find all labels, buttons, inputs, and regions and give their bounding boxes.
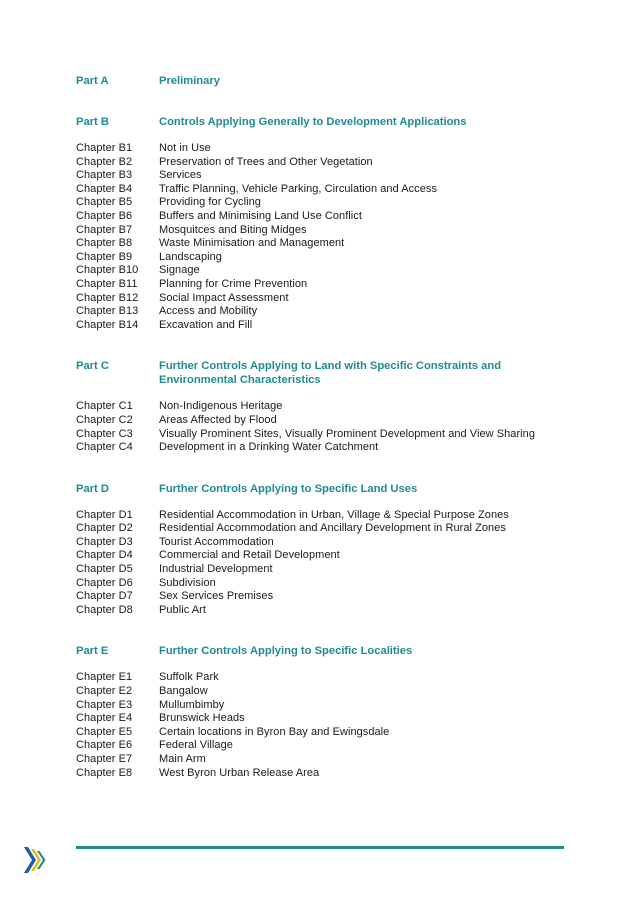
chapter-row — [76, 604, 616, 618]
chapter-title: Residential Accommodation and Ancillary Development in Rural Zones — [159, 522, 506, 535]
chapter-id: Chapter D3 — [76, 535, 133, 548]
chapter-id: Chapter B11 — [76, 277, 138, 290]
chapter-row — [76, 536, 616, 550]
chapter-title: Suffolk Park — [159, 671, 219, 684]
chapter-id: Chapter D5 — [76, 563, 133, 576]
chapter-title: Federal Village — [159, 739, 233, 752]
chapter-title: West Byron Urban Release Area — [159, 766, 320, 779]
chapter-row — [76, 196, 616, 210]
chapter-row — [76, 224, 616, 238]
chapter-title: Access and Mobility — [159, 305, 258, 318]
chapter-id: Chapter B13 — [76, 305, 139, 318]
chapter-title: Providing for Cycling — [159, 196, 261, 209]
chapter-title: Brunswick Heads — [159, 712, 245, 725]
chapter-row — [76, 251, 616, 265]
chapter-id: Chapter B1 — [76, 142, 133, 154]
chapter-title: Landscaping — [159, 250, 222, 263]
chapter-title: Bangalow — [159, 685, 208, 698]
chapter-row — [76, 264, 616, 278]
chapter-id: Chapter C3 — [76, 427, 133, 440]
part-heading — [76, 644, 616, 658]
chapter-id: Chapter B12 — [76, 291, 139, 304]
chapter-id: Chapter B6 — [76, 209, 133, 222]
chapter-id: Chapter D4 — [76, 549, 133, 562]
part-title — [159, 359, 616, 387]
chapter-id: Chapter D2 — [76, 522, 133, 535]
section-part-c — [76, 359, 616, 454]
chapter-id: Chapter C1 — [76, 400, 133, 413]
section-part-e — [76, 644, 616, 780]
part-id: Part D — [76, 482, 109, 495]
chapter-row — [76, 428, 616, 442]
part-id: Part B — [76, 116, 109, 128]
part-id: Part A — [76, 75, 109, 87]
chapter-row — [76, 671, 616, 685]
chapter-row — [76, 712, 616, 726]
chapter-id: Chapter D6 — [76, 576, 133, 589]
chapter-title: Preservation of Trees and Other Vegetation — [159, 155, 373, 168]
chapter-id: Chapter E3 — [76, 698, 133, 711]
part-title: Further Controls Applying to Specific Localities — [159, 645, 413, 658]
part-title-line: Further Controls Applying to Land with Specific Constraints and — [159, 360, 502, 373]
chapter-id: Chapter E2 — [76, 685, 133, 698]
table-of-contents — [76, 74, 616, 807]
chapter-id: Chapter B14 — [76, 318, 139, 331]
chapter-title: Social Impact Assessment — [159, 291, 289, 304]
chapter-title: Development in a Drinking Water Catchment — [159, 441, 379, 454]
part-title: Preliminary — [159, 75, 220, 87]
chapter-row — [76, 739, 616, 753]
chapter-title: Areas Affected by Flood — [159, 413, 277, 426]
chapter-id: Chapter B9 — [76, 250, 133, 263]
part-title: Further Controls Applying to Specific Land Uses — [159, 482, 418, 495]
section-part-a — [76, 74, 616, 88]
chapter-id: Chapter E6 — [76, 739, 133, 752]
chapter-row — [76, 563, 616, 577]
part-id: Part E — [76, 645, 109, 658]
chapter-row — [76, 726, 616, 740]
chapter-title: Subdivision — [159, 576, 216, 589]
chapter-id: Chapter B5 — [76, 196, 133, 209]
chapter-title: Mullumbimby — [159, 698, 225, 711]
chapter-title: Certain locations in Byron Bay and Ewingsdale — [159, 725, 390, 738]
chapter-id: Chapter E1 — [76, 671, 133, 684]
chapter-row — [76, 210, 616, 224]
chapter-row — [76, 169, 616, 183]
chapter-title: Non-Indigenous Heritage — [159, 400, 283, 413]
chapter-row — [76, 292, 616, 306]
chapter-row — [76, 753, 616, 767]
chapter-row — [76, 441, 616, 455]
chapter-title: Services — [159, 169, 202, 182]
part-heading — [76, 482, 616, 496]
chapter-id: Chapter E7 — [76, 753, 133, 765]
chapter-row — [76, 142, 616, 156]
part-heading — [76, 74, 616, 88]
chapter-id: Chapter D7 — [76, 590, 133, 603]
chapter-id: Chapter B10 — [76, 264, 139, 277]
chapter-id: Chapter B7 — [76, 223, 133, 236]
chapter-list — [76, 509, 616, 618]
chapter-title: Tourist Accommodation — [159, 535, 274, 548]
chapter-row — [76, 278, 616, 292]
chapter-id: Chapter C4 — [76, 441, 133, 454]
chapter-row — [76, 767, 616, 781]
chapter-title: Public Art — [159, 603, 206, 616]
chapter-title: Visually Prominent Sites, Visually Prominent Development and View Sharing — [159, 427, 536, 440]
chapter-id: Chapter B3 — [76, 169, 133, 182]
chapter-row — [76, 590, 616, 604]
chapter-list — [76, 142, 616, 332]
part-title: Controls Applying Generally to Development Applications — [159, 116, 467, 128]
chapter-row — [76, 549, 616, 563]
chapter-id: Chapter B2 — [76, 155, 133, 168]
chapter-row — [76, 509, 616, 523]
section-part-d — [76, 482, 616, 618]
chapter-row — [76, 156, 616, 170]
part-title-line: Environmental Characteristics — [159, 374, 321, 387]
part-heading — [76, 359, 616, 387]
part-heading — [76, 115, 616, 129]
chapter-title: Main Arm — [159, 753, 206, 765]
chapter-id: Chapter B8 — [76, 237, 133, 250]
chapter-title: Traffic Planning, Vehicle Parking, Circulation and Access — [159, 182, 437, 195]
chapter-id: Chapter D8 — [76, 603, 133, 616]
chapter-title: Sex Services Premises — [159, 590, 274, 603]
chapter-title: Planning for Crime Prevention — [159, 277, 308, 290]
chapter-id: Chapter C2 — [76, 413, 133, 426]
chapter-row — [76, 237, 616, 251]
chapter-row — [76, 699, 616, 713]
chapter-id: Chapter E8 — [76, 766, 133, 779]
chapter-title: Waste Minimisation and Management — [159, 237, 345, 250]
chapter-list — [76, 671, 616, 780]
chapter-title: Buffers and Minimising Land Use Conflict — [159, 209, 362, 222]
council-logo-icon — [22, 843, 50, 877]
chapter-title: Signage — [159, 264, 200, 277]
chapter-title: Mosquitces and Biting Midges — [159, 223, 307, 236]
chapter-id: Chapter B4 — [76, 182, 133, 195]
footer-rule — [76, 846, 564, 849]
chapter-row — [76, 685, 616, 699]
chapter-list — [76, 400, 616, 454]
chapter-row — [76, 183, 616, 197]
chapter-title: Excavation and Fill — [159, 318, 253, 331]
chapter-title: Industrial Development — [159, 563, 273, 576]
chapter-id: Chapter E5 — [76, 725, 133, 738]
section-part-b — [76, 115, 616, 332]
part-id: Part C — [76, 360, 109, 373]
chapter-title: Commercial and Retail Development — [159, 549, 340, 562]
chapter-id: Chapter E4 — [76, 712, 133, 725]
chapter-row — [76, 522, 616, 536]
chapter-title: Residential Accommodation in Urban, Village & Special Purpose Zones — [159, 508, 509, 521]
chapter-row — [76, 305, 616, 319]
chapter-id: Chapter D1 — [76, 508, 133, 521]
chapter-row — [76, 577, 616, 591]
chapter-row — [76, 400, 616, 414]
chapter-row — [76, 414, 616, 428]
chapter-row — [76, 319, 616, 333]
chapter-title: Not in Use — [159, 142, 211, 154]
